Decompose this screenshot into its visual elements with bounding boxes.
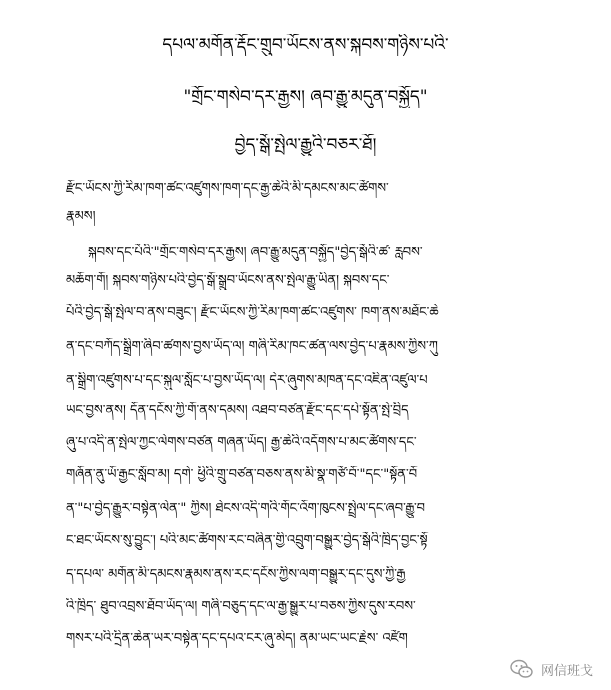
paragraph-line: ཡང་བྱས་ནས། དོན་དངོས་ཀྱི་གོ་ནས་དམས། འཐབ་བཙན་རྫོང་དང་དཔེ་སྟོན་སྤེ་བྲིད [66,403,409,418]
paragraph-line: འི་ཁྲིད་ ཐུབ་འབྲས་ཐོབ་ཡོད་ལ། གཞི་བཅུད་དང་ལ་རྒྱ་སྒྱུར་པ་བཅས་ཀྱིས་དུས་རབས་ [66,599,416,614]
paragraph-line: གསར་པའི་དྲིན་ཆེན་ཡར་བསྟེན་དང་དཔའ་ངར་ཞུ་མེད། ནམ་ཡང་ཡང་རྗེས་ འཛོག [66,631,408,646]
paragraph-line: གཞོན་ནུ་ཡོ་རྒྱང་སློབ་མ། དགེ་ ཕྱིའི་གྲུ་བཙན་བཅས་ནས་མི་སྣ་གཙོ་བོ་"དང་"སྟོན་བོ [66,467,418,482]
paragraph-line: པོའི་བྱེད་སྒོ་སྤེལ་བ་ནས་བཟུང་། རྫོང་ཡོངས་ཀྱི་རིམ་ཁག་ཚང་འཛུགས་ ཁག་ནས་མཐོང་ཆེ [66,305,439,320]
paragraph-line: མཆོག་གོ། སྐབས་གཉིས་པའི་བྱེད་སྒོ་སྒྲུབ་ཡོངས་ནས་སྤེལ་རྒྱུ་ཡིན། སྐབས་དང་ [66,273,390,288]
title-line-1: དཔལ་མགོན་རྡོང་གྲུབ་ཡོངས་ནས་སྐབས་གཉིས་པའི་ [162,35,449,55]
paragraph-line: ན་སྒྲིག་འཛུགས་པ་དང་སྐུལ་སློང་པ་བྱས་ཡོད་ལ། དེར་ཞུགས་མཁན་དང་འཇིན་འཛུལ་པ [66,373,428,388]
paragraph-line: སྐབས་དང་པོའི་"གྲོང་གསེབ་དར་རྒྱས། ཞབ་རྒྱུ་མདུན་བསྐྱོད"བྱེད་སྒོའི་ཚ་ རླབས་ [88,245,423,260]
title-line-3: བྱེད་སྒོ་སྤེལ་རྒྱུའི་བཅར་ཐོ། [234,135,377,155]
paragraph-line: ང་ཐང་ཡོངས་སུ་བྱུང་། པའི་མང་ཚོགས་རང་བཞིན་གྱི་འབྲུག་བསྒྱུར་བྱེད་སྒོའི་ཁྲིད་བྱང་སྟོ [66,533,428,548]
title-line-2: "གྲོང་གསེབ་དར་རྒྱས། ཞབ་རྒྱུ་མདུན་བསྐྱོད" [183,87,428,107]
paragraph-line: ད་དཔལ་ མགོན་མི་དམངས་རྣམས་ནས་རང་དངོས་ཀྱིས་ལག་བསྒྱུར་དང་དུས་ཀྱི་རྒྱ [66,567,406,582]
watermark-text: 网信班戈 [540,663,593,679]
paragraph-line: ཞུ་པ་འདི་ན་སྤེལ་ཀྱང་ལེགས་བཙན གཞན་ཡོད། རྒྱ་ཆེའི་འདོགས་པ་མང་ཚོགས་དང་ [66,435,417,450]
salutation-line-1: རྫོང་ཡོངས་ཀྱི་རིམ་ཁག་ཚང་འཛུགས་ཁག་དང་རྒྱ་ཆེའི་མི་དམངས་མང་ཚོགས་ [66,181,389,196]
wechat-icon [509,656,535,682]
paragraph-line: ན་"པ་བྱེད་རྒྱུར་བསྟེན་ལེན་" ཀྱིས། ཐེངས་འདི་གའི་གོང་འོག་ཁུངས་སྤྲེལ་དང་ཞབ་རྒྱུ་བ [66,501,426,516]
watermark [509,656,593,682]
salutation-line-2: རྣམས། [66,209,96,224]
paragraph-line: ན་དང་བཀོད་སྒྲིག་ཞིབ་ཚགས་བྱས་ཡོད་ལ། གཞི་རིམ་ཁང་ཚན་ལས་བྱེད་པ་རྣམས་ཀྱིས་ཀུ [66,339,438,354]
